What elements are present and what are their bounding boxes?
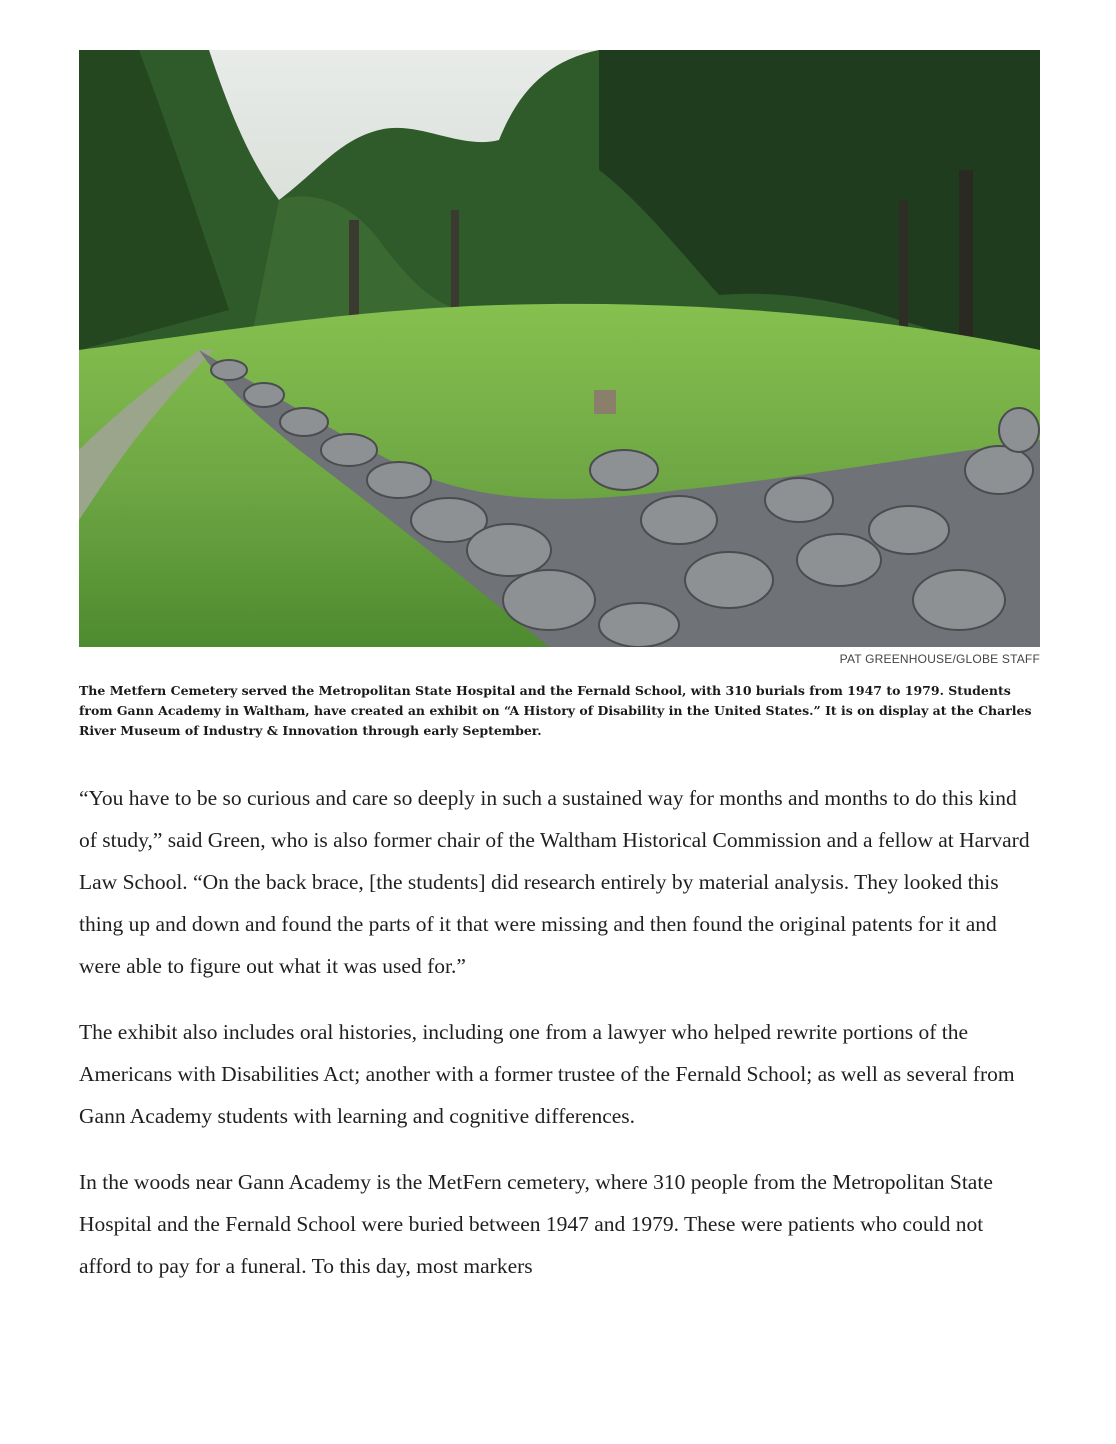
- photo-caption: The Metfern Cemetery served the Metropolitan State Hospital and the Fernald School, with 310 burials from 1947 to 1979. Students from Gann Academy in Waltham, have created an exhibit on “A History of Disability in the United States.” It is on display at the Charles River Museum of Industry & Innovation through early September.: [79, 683, 1032, 738]
- article-body: [79, 777, 1039, 1311]
- photo-credit: PAT GREENHOUSE/GLOBE STAFF: [839, 652, 1040, 666]
- article-paragraph: “You have to be so curious and care so deeply in such a sustained way for months and months to do this kind of study,” said Green, who is also former chair of the Waltham Historical Commission and a fellow at Harvard Law School. “On the back brace, [the students] did research entirely by material analysis. They looked this thing up and down and found the parts of it that were missing and then found the original patents for it and were able to figure out what it was used for.”: [79, 786, 1030, 978]
- article-paragraph: In the woods near Gann Academy is the MetFern cemetery, where 310 people from the Metropolitan State Hospital and the Fernald School were buried between 1947 and 1979. These were patients who could not afford to pay for a funeral. To this day, most markers: [79, 1170, 993, 1278]
- cemetery-photo: [79, 50, 1040, 647]
- article-paragraph: The exhibit also includes oral histories, including one from a lawyer who helped rewrite portions of the Americans with Disabilities Act; another with a former trustee of the Fernald School; as well as several from Gann Academy students with learning and cognitive differences.: [79, 1020, 1015, 1128]
- article-photo: [79, 50, 1040, 647]
